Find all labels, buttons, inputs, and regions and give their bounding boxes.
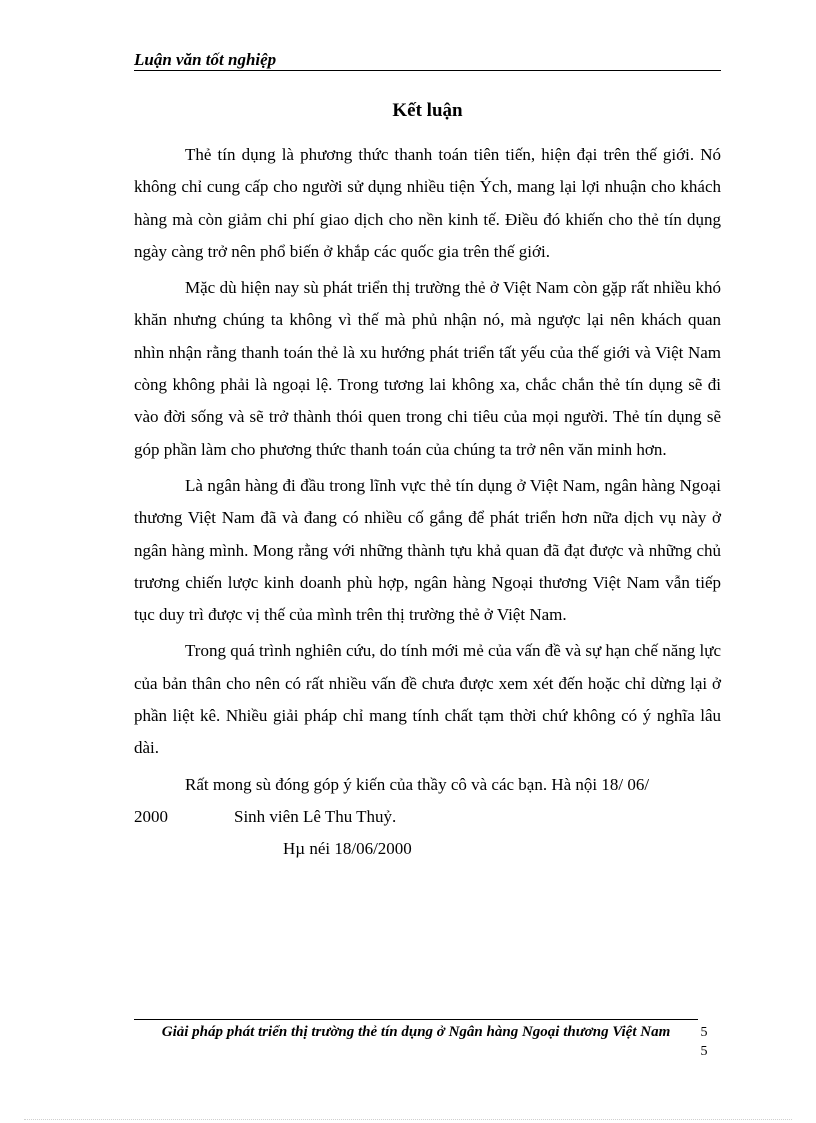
paragraph-1: Thẻ tín dụng là phương thức thanh toán tiên tiến, hiện đại trên thế giới. Nó không chỉ cung cấp cho người sử dụng nhiều tiện Ých, mang lại lợi nhuận cho khách hàng mà còn giảm chi phí giao dịch cho nền kinh tế. Điều đó khiến cho thẻ tín dụng ngày càng trở nên phổ biến ở khắp các quốc gia trên thế giới. — [134, 145, 721, 261]
page-number-digit-2: 5 — [700, 1044, 708, 1059]
header-rule — [134, 70, 721, 71]
section-title: Kết luận — [392, 100, 463, 121]
signature-year: 2000 — [134, 806, 168, 826]
page-number-digit-1: 5 — [700, 1025, 708, 1040]
paragraph-5: Rất mong sù đóng góp ý kiến của thầy cô và các bạn. Hà nội 18/ 06/ — [185, 774, 650, 794]
signature-line — [134, 801, 721, 833]
body-text — [134, 139, 721, 866]
page-edge-dotted-line — [24, 1119, 792, 1120]
running-footer-title: Giải pháp phát triển thị trường thẻ tín dụng ở Ngân hàng Ngoại thương Việt Nam — [161, 1024, 671, 1040]
running-header-title: Luận văn tốt nghiệp — [134, 50, 277, 69]
paragraph-2: Mặc dù hiện nay sù phát triển thị trường thẻ ở Việt Nam còn gặp rất nhiều khó khăn nhưng chúng ta không vì thế mà phủ nhận nó, mà ngược lại nên khách quan nhìn nhận rằng thanh toán thẻ là xu hướng phát triển tất yếu của thế giới và Việt Nam còng không phải là ngoại lệ. Trong tương lai không xa, chắc chắn thẻ tín dụng sẽ đi vào đời sống và sẽ trở thành thói quen trong chi tiêu của mọi người. Thẻ tín dụng sẽ góp phần làm cho phương thức thanh toán của chúng ta trở nên văn minh hơn. — [134, 278, 721, 459]
paragraph-3: Là ngân hàng đi đầu trong lĩnh vực thẻ tín dụng ở Việt Nam, ngân hàng Ngoại thương Việt Nam đã và đang có nhiều cố gắng để phát triển hơn nữa dịch vụ này ở ngân hàng mình. Mong rằng với những thành tựu khả quan đã đạt được và những chủ trương chiến lược kinh doanh phù hợp, ngân hàng Ngoại thương Việt Nam vẫn tiếp tục duy trì được vị thế của mình trên thị trường thẻ ở Việt Nam. — [134, 475, 721, 625]
footer-rule — [134, 1019, 698, 1020]
paragraph-4: Trong quá trình nghiên cứu, do tính mới mẻ của vấn đề và sự hạn chế năng lực của bản thân cho nên có rất nhiều vấn đề chưa được xem xét đến hoặc chỉ dừng lại ở phần liệt kê. Nhiều giải pháp chỉ mang tính chất tạm thời chứ không có ý nghĩa lâu dài. — [134, 641, 721, 758]
student-name: Sinh viên Lê Thu Thuỷ. — [234, 806, 397, 826]
page-number — [698, 1023, 710, 1061]
place-date: Hµ néi 18/06/2000 — [283, 839, 412, 859]
